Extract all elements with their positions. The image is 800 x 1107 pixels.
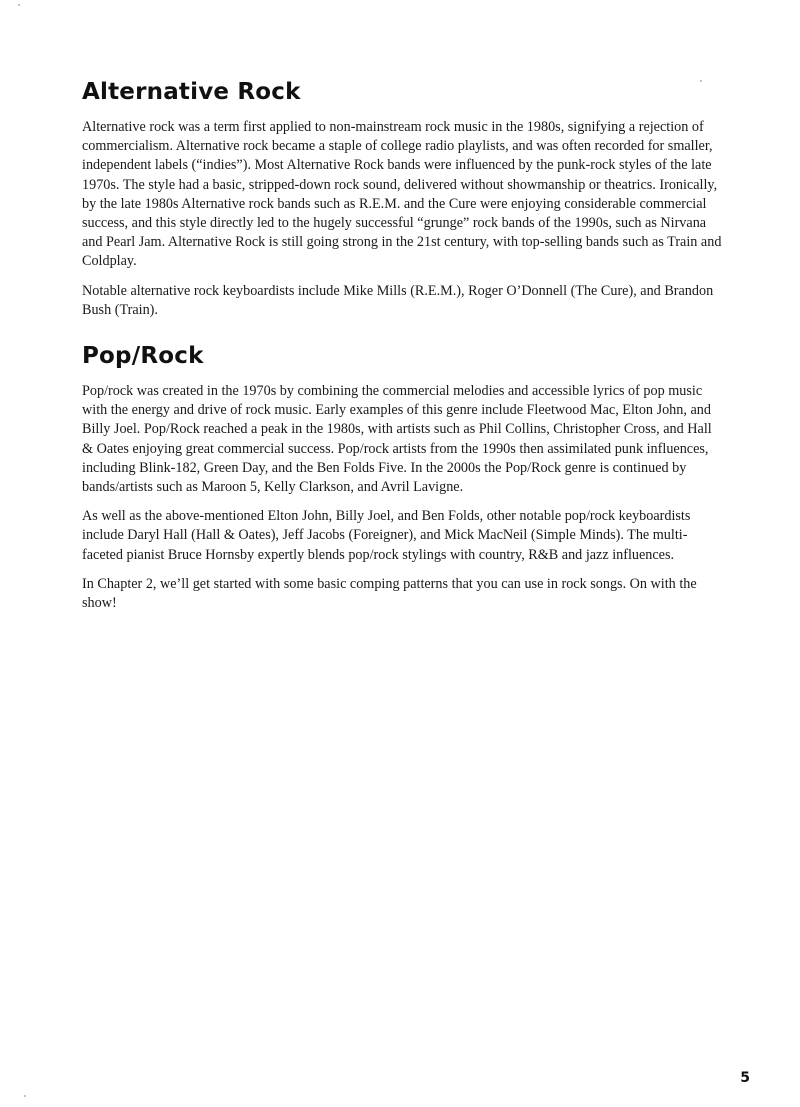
section-alternative-rock	[82, 78, 722, 330]
section-pop-rock	[82, 342, 722, 623]
section-heading: Pop/Rock	[82, 343, 204, 369]
section-paragraph: Notable alternative rock keyboardists include Mike Mills (R.E.M.), Roger O’Donnell (The Cure), and Brandon Bush (Train).	[82, 282, 714, 318]
section-paragraph: In Chapter 2, we’ll get started with some basic comping patterns that you can use in rock songs. On with the show!	[82, 575, 697, 612]
section-paragraph: As well as the above-mentioned Elton John, Billy Joel, and Ben Folds, other notable pop/rock keyboardists include Daryl Hall (Hall & Oates), Jeff Jacobs (Foreigner), and Mick MacNeil (Simple Minds). The multi-faceted pianist Bruce Hornsby expertly blends pop/rock stylings with country, R&B and jazz influences.	[82, 508, 691, 563]
section-heading: Alternative Rock	[82, 79, 301, 105]
section-paragraph: Pop/rock was created in the 1970s by combining the commercial melodies and accessible lyrics of pop music with the energy and drive of rock music. Early examples of this genre include Fleetwood Mac, Elton John, and Billy Joel. Pop/Rock reached a peak in the 1980s, with artists such as Phil Collins, Christopher Cross, and Hall & Oates enjoying great commercial success. Pop/rock artists from the 1990s then assimilated punk influences, including Blink-182, Green Day, and the Ben Folds Five. In the 2000s the Pop/Rock genre is continued by bands/artists such as Maroon 5, Kelly Clarkson, and Avril Lavigne.	[82, 383, 712, 496]
scan-speck	[18, 4, 20, 6]
page-number: 5	[740, 1070, 750, 1086]
scan-speck	[24, 1095, 26, 1097]
section-paragraph: Alternative rock was a term first applied to non-mainstream rock music in the 1980s, signifying a rejection of commercialism. Alternative rock became a staple of college radio playlists, and was often recorded for smaller, independent labels (“indies”). Most Alternative Rock bands were influenced by the punk-rock styles of the late 1970s. The style had a basic, stripped-down rock sound, delivered without showmanship or theatrics. Ironically, by the late 1980s Alternative rock bands such as R.E.M. and the Cure were enjoying considerable commercial success, and this style directly led to the hugely successful “grunge” rock bands of the 1990s, such as Nirvana and Pearl Jam. Alternative Rock is still going strong in the 21st century, with top-selling bands such as Train and Coldplay.	[82, 119, 722, 270]
